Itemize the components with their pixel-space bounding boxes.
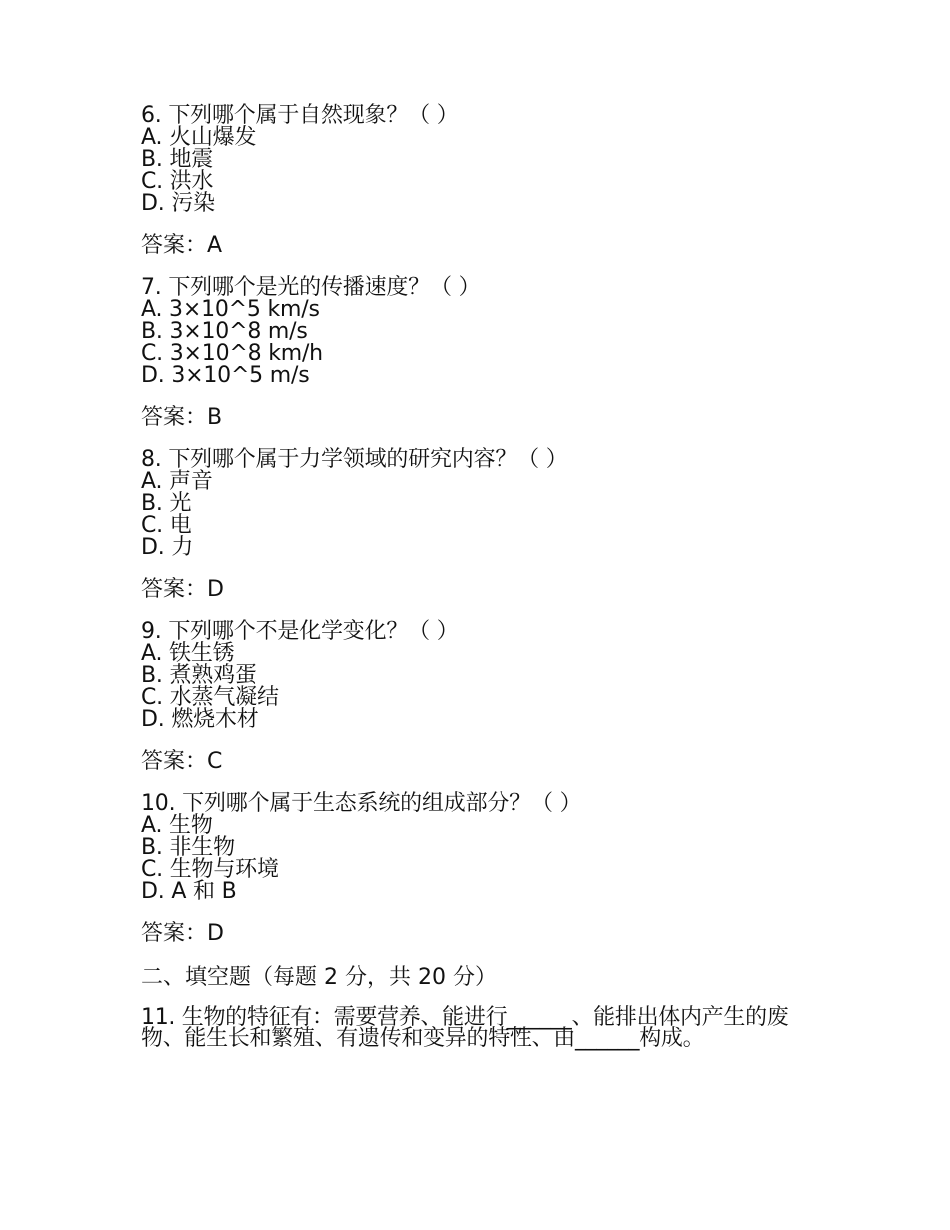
option-a: A. 生物: [141, 813, 213, 838]
question-stem: 10. 下列哪个属于生态系统的组成部分？（ ）: [141, 791, 582, 816]
option-c: C. 生物与环境: [141, 857, 279, 882]
option-a: A. 3×10^5 km/s: [141, 297, 320, 322]
option-c: C. 电: [141, 513, 192, 538]
answer-line: 答案：B: [141, 405, 223, 430]
question-9: [141, 621, 821, 775]
section-heading: 二、填空题（每题 2 分，共 20 分）: [141, 965, 497, 990]
answer-line: 答案：D: [141, 577, 224, 602]
option-b: B. 地震: [141, 147, 214, 172]
question-stem: 7. 下列哪个是光的传播速度？（ ）: [141, 275, 481, 300]
question-7: [141, 277, 821, 431]
option-c: C. 洪水: [141, 169, 214, 194]
question-6: [141, 105, 821, 259]
option-a: A. 声音: [141, 469, 213, 494]
question-10: [141, 793, 821, 947]
exam-page: [141, 105, 821, 1049]
option-d: D. 污染: [141, 191, 215, 216]
question-stem: 9. 下列哪个不是化学变化？（ ）: [141, 619, 459, 644]
question-stem: 6. 下列哪个属于自然现象？（ ）: [141, 103, 459, 128]
option-b: B. 3×10^8 m/s: [141, 319, 308, 344]
option-c: C. 水蒸气凝结: [141, 685, 279, 710]
option-d: D. 燃烧木材: [141, 707, 259, 732]
option-d: D. 3×10^5 m/s: [141, 363, 310, 388]
option-b: B. 非生物: [141, 835, 235, 860]
option-a: A. 火山爆发: [141, 125, 257, 150]
answer-line: 答案：A: [141, 233, 223, 258]
option-b: B. 煮熟鸡蛋: [141, 663, 257, 688]
answer-line: 答案：D: [141, 921, 224, 946]
answer-line: 答案：C: [141, 749, 223, 774]
option-b: B. 光: [141, 491, 192, 516]
fill-blank-question-11: 11. 生物的特征有：需要营养、能进行______、能排出体内产生的废物、能生长和繁殖、有遗传和变异的特性、由______构成。: [141, 1005, 789, 1051]
option-a: A. 铁生锈: [141, 641, 235, 666]
question-stem: 8. 下列哪个属于力学领域的研究内容？（ ）: [141, 447, 568, 472]
option-c: C. 3×10^8 km/h: [141, 341, 323, 366]
question-8: [141, 449, 821, 603]
option-d: D. A 和 B: [141, 879, 237, 904]
option-d: D. 力: [141, 535, 194, 560]
